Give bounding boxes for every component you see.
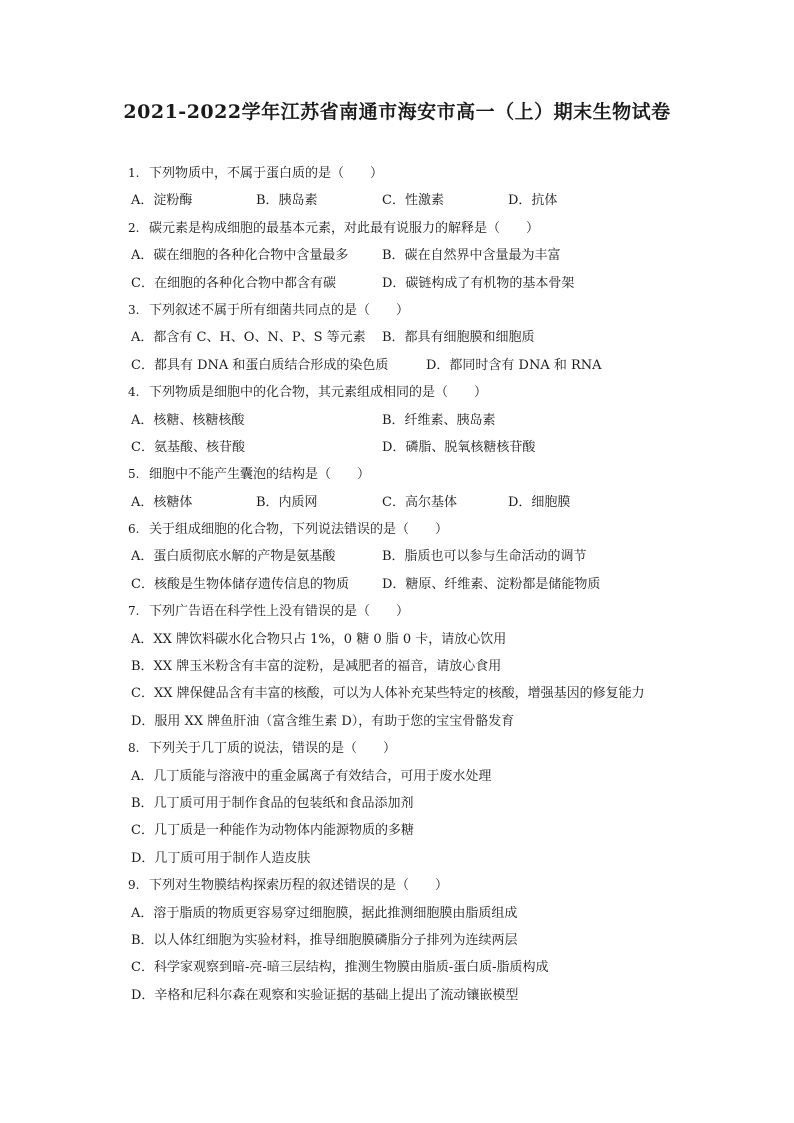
option-b: B．以人体红细胞为实验材料，推导细胞膜磷脂分子排列为连续两层 — [131, 932, 518, 948]
option-b: B．脂质也可以参与生命活动的调节 — [382, 549, 587, 565]
option-b: B．内质网 — [256, 494, 318, 510]
option-a: A．核糖体 — [131, 494, 193, 510]
question-2-stem — [128, 215, 688, 242]
question-text: 下列对生物膜结构探索历程的叙述错误的是（ ） — [149, 878, 449, 894]
option-c: C．高尔基体 — [382, 494, 457, 510]
question-6-options-row2 — [128, 571, 688, 598]
option-b: B．胰岛素 — [256, 193, 318, 209]
option-b: B．碳在自然界中含量最为丰富 — [382, 248, 561, 264]
option-c: C．都具有 DNA 和蛋白质结合形成的染色质 — [131, 357, 389, 373]
question-6-options-row1 — [128, 543, 688, 570]
question-number: 5. — [128, 467, 140, 482]
question-text: 下列叙述不属于所有细菌共同点的是（ ） — [149, 302, 410, 318]
question-text: 下列物质中，不属于蛋白质的是（ ） — [149, 166, 384, 181]
question-3-options-row2 — [128, 352, 688, 379]
question-3-options-row1 — [128, 324, 688, 351]
question-text: 下列物质是细胞中的化合物，其元素组成相同的是（ ） — [149, 385, 488, 401]
question-1-options — [128, 187, 688, 214]
question-2-options-row1 — [128, 242, 688, 269]
question-9-stem — [128, 872, 688, 899]
option-b: B．都具有细胞膜和细胞质 — [382, 330, 535, 346]
option-a: A．蛋白质彻底水解的产物是氨基酸 — [131, 549, 336, 565]
question-text: 下列广告语在科学性上没有错误的是（ ） — [149, 604, 410, 620]
option-a: A．XX 牌饮料碳水化合物只占 1%，0 糖 0 脂 0 卡，请放心饮用 — [131, 631, 507, 647]
question-number: 3. — [128, 302, 140, 317]
option-d: D．细胞膜 — [508, 494, 571, 510]
question-list — [128, 160, 688, 1009]
question-text: 关于组成细胞的化合物，下列说法错误的是（ ） — [149, 522, 449, 538]
question-5-options — [128, 489, 688, 516]
option-c: C．性激素 — [382, 193, 444, 209]
option-d: D．都同时含有 DNA 和 RNA — [426, 357, 602, 373]
option-a: A．淀粉酶 — [131, 193, 193, 209]
question-number: 7. — [128, 604, 140, 619]
option-d: D．几丁质可用于制作人造皮肤 — [131, 850, 311, 866]
option-a: A．都含有 C、H、O、N、P、S 等元素 — [131, 330, 366, 346]
option-d: D．碳链构成了有机物的基本骨架 — [382, 275, 575, 291]
option-c: C．核酸是生物体储存遗传信息的物质 — [131, 576, 349, 592]
option-d: D．服用 XX 牌鱼肝油（富含维生素 D），有助于您的宝宝骨骼发育 — [131, 713, 515, 729]
option-b: B．纤维素、胰岛素 — [382, 412, 496, 428]
question-number: 2. — [128, 220, 140, 235]
question-6-stem — [128, 516, 688, 543]
option-d: D．辛格和尼科尔森在观察和实验证据的基础上提出了流动镶嵌模型 — [131, 987, 519, 1003]
page-title: 2021-2022学年江苏省南通市海安市高一（上）期末生物试卷 — [123, 101, 671, 123]
option-a: A．溶于脂质的物质更容易穿过细胞膜，据此推测细胞膜由脂质组成 — [131, 905, 518, 921]
question-3-stem — [128, 297, 688, 324]
option-c: C．几丁质是一种能作为动物体内能源物质的多糖 — [131, 823, 414, 839]
question-number: 6. — [128, 522, 140, 537]
question-4-stem — [128, 379, 688, 406]
option-d: D．糖原、纤维素、淀粉都是储能物质 — [382, 576, 601, 592]
question-text: 碳元素是构成细胞的最基本元素，对此最有说服力的解释是（ ） — [149, 220, 540, 236]
option-a: A．碳在细胞的各种化合物中含量最多 — [131, 248, 349, 264]
question-4-options-row2 — [128, 434, 688, 461]
question-number: 1. — [128, 166, 140, 180]
question-text: 下列关于几丁质的说法，错误的是（ ） — [149, 741, 397, 757]
question-number: 8. — [128, 741, 140, 756]
question-5-stem — [128, 461, 688, 488]
question-text: 细胞中不能产生囊泡的结构是（ ） — [149, 467, 371, 483]
option-b: B．几丁质可用于制作食品的包装纸和食品添加剂 — [131, 795, 414, 811]
option-c: C．在细胞的各种化合物中都含有碳 — [131, 275, 336, 291]
option-b: B．XX 牌玉米粉含有丰富的淀粉，是减肥者的福音，请放心食用 — [131, 659, 502, 675]
question-7-stem — [128, 598, 688, 625]
option-d: D．抗体 — [508, 193, 558, 209]
option-c: C．XX 牌保健品含有丰富的核酸，可以为人体补充某些特定的核酸，增强基因的修复能力 — [131, 686, 645, 702]
option-c: C．氨基酸、核苷酸 — [131, 439, 245, 455]
question-4-options-row1 — [128, 407, 688, 434]
question-8-stem — [128, 735, 688, 762]
option-c: C．科学家观察到暗-亮-暗三层结构，推测生物膜由脂质-蛋白质-脂质构成 — [131, 960, 549, 976]
question-2-options-row2 — [128, 270, 688, 297]
question-number: 9. — [128, 878, 140, 893]
option-a: A．核糖、核糖核酸 — [131, 412, 245, 428]
option-d: D．磷脂、脱氧核糖核苷酸 — [382, 439, 536, 455]
option-a: A．几丁质能与溶液中的重金属离子有效结合，可用于废水处理 — [131, 768, 492, 784]
question-number: 4. — [128, 385, 140, 400]
question-1-stem — [128, 160, 688, 187]
